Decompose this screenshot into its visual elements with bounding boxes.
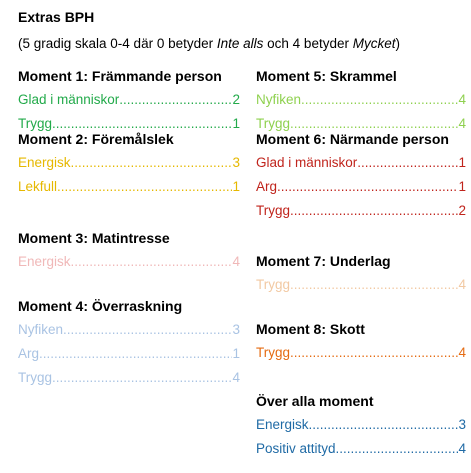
rating-row [256,277,466,293]
trait-label: Trygg [18,116,53,131]
trait-label: Energisk [18,155,71,170]
scale-min-label: Inte alls [216,36,264,51]
trait-label: Energisk [18,254,71,269]
rating-value: 4 [458,277,466,292]
moment-section [256,253,466,293]
dot-leader [57,179,232,195]
rating-row [256,155,466,171]
rating-value: 2 [232,92,240,107]
moment-section [256,131,466,219]
trait-label: Trygg [256,345,291,360]
rating-value: 4 [458,345,466,360]
rating-row [18,155,240,171]
dot-leader [309,417,459,433]
rating-row [256,179,466,195]
trait-label: Positiv attityd [256,441,336,456]
trait-label: Trygg [256,116,291,131]
moment-section [18,131,240,195]
rating-row [256,116,466,132]
moment-heading: Moment 8: Skott [256,321,365,337]
moment-section [256,321,466,361]
trait-label: Glad i människor [256,155,358,170]
rating-value: 3 [232,155,240,170]
scale-prefix: (5 gradig skala 0-4 där 0 betyder [18,36,217,51]
rating-value: 1 [458,179,466,194]
trait-label: Nyfiken [18,322,64,337]
dot-leader [290,277,458,293]
rating-row [256,417,466,433]
moment-section [18,68,240,132]
moment-heading: Moment 2: Föremålslek [18,131,174,147]
scale-suffix: ) [395,36,400,51]
dot-leader [63,322,232,338]
rating-value: 1 [458,155,466,170]
trait-label: Trygg [256,203,291,218]
dot-leader [290,203,458,219]
moment-section [256,68,466,132]
rating-value: 1 [232,346,240,361]
moment-heading: Moment 4: Överraskning [18,298,183,314]
rating-value: 3 [458,417,466,432]
dot-leader [301,92,458,108]
moment-heading: Moment 6: Närmande person [256,131,449,147]
trait-label: Nyfiken [256,92,302,107]
dot-leader [357,155,458,171]
dot-leader [52,370,232,386]
rating-row [18,179,240,195]
scale-mid: och 4 betyder [263,36,353,51]
rating-row [256,92,466,108]
dot-leader [336,441,459,457]
moment-section [256,393,466,457]
moment-heading: Moment 1: Främmande person [18,68,222,84]
dot-leader [277,179,458,195]
scale-max-label: Mycket [352,36,396,51]
dot-leader [52,116,232,132]
rating-row [18,116,240,132]
moment-heading: Moment 7: Underlag [256,253,391,269]
rating-value: 1 [232,116,240,131]
rating-row [18,346,240,362]
rating-row [256,203,466,219]
trait-label: Trygg [256,277,291,292]
rating-value: 4 [458,92,466,107]
trait-label: Lekfull [18,179,58,194]
rating-value: 4 [232,254,240,269]
rating-row [256,441,466,457]
moment-heading: Moment 5: Skrammel [256,68,397,84]
dot-leader [290,116,458,132]
rating-value: 4 [458,441,466,456]
scale-description [18,36,400,51]
dot-leader [290,345,458,361]
dot-leader [71,254,233,270]
trait-label: Arg [256,179,278,194]
trait-label: Glad i människor [18,92,120,107]
rating-value: 2 [458,203,466,218]
trait-label: Arg [18,346,40,361]
dot-leader [71,155,233,171]
dot-leader [119,92,232,108]
dot-leader [39,346,232,362]
moment-heading: Moment 3: Matintresse [18,230,170,246]
rating-value: 4 [458,116,466,131]
rating-value: 4 [232,370,240,385]
rating-row [18,92,240,108]
rating-row [18,254,240,270]
trait-label: Trygg [18,370,53,385]
moment-section [18,230,240,270]
rating-value: 3 [232,322,240,337]
rating-row [18,370,240,386]
trait-label: Energisk [256,417,309,432]
rating-row [256,345,466,361]
moment-section [18,298,240,386]
rating-row [18,322,240,338]
rating-value: 1 [232,179,240,194]
moment-heading: Över alla moment [256,393,374,409]
document-title: Extras BPH [18,9,95,25]
